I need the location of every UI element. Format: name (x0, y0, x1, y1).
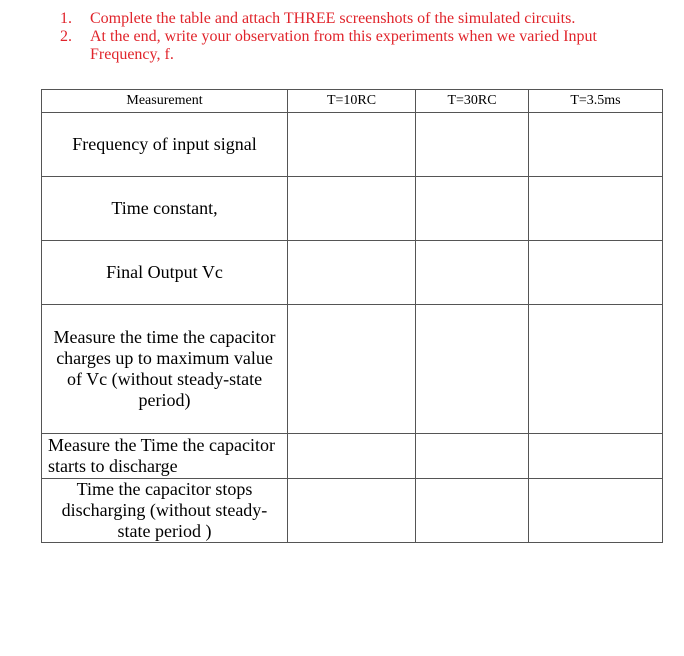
header-t-10rc: T=10RC (288, 90, 416, 113)
instruction-number: 2. (60, 28, 72, 45)
cell-input[interactable] (288, 434, 416, 479)
row-label-final-output: Final Output Vc (42, 241, 288, 305)
cell-input[interactable] (288, 305, 416, 434)
measurement-table (41, 89, 663, 543)
table-row (42, 177, 663, 241)
instruction-text: Complete the table and attach THREE screenshots of the simulated circuits. (90, 10, 576, 27)
instruction-number: 1. (60, 10, 72, 27)
cell-input[interactable] (416, 434, 529, 479)
cell-input[interactable] (529, 479, 663, 543)
table-row (42, 305, 663, 434)
cell-input[interactable] (288, 479, 416, 543)
cell-input[interactable] (529, 434, 663, 479)
cell-input[interactable] (288, 241, 416, 305)
cell-input[interactable] (416, 479, 529, 543)
row-label-frequency: Frequency of input signal (42, 113, 288, 177)
row-label-discharge-stop: Time the capacitor stops discharging (without steady-state period ) (42, 479, 288, 543)
instruction-item (60, 10, 660, 28)
instructions-list (60, 10, 660, 64)
cell-input[interactable] (529, 177, 663, 241)
cell-input[interactable] (416, 241, 529, 305)
table-row (42, 241, 663, 305)
cell-input[interactable] (416, 177, 529, 241)
cell-input[interactable] (288, 113, 416, 177)
cell-input[interactable] (529, 305, 663, 434)
row-label-charge-time: Measure the time the capacitor charges up to maximum value of Vc (without steady-state period) (42, 305, 288, 434)
row-label-discharge-start: Measure the Time the capacitor starts to discharge (42, 434, 288, 479)
instruction-text: At the end, write your observation from this experiments when we varied Input Frequency, f. (90, 28, 597, 63)
row-label-time-constant: Time constant, (42, 177, 288, 241)
header-t-30rc: T=30RC (416, 90, 529, 113)
cell-input[interactable] (288, 177, 416, 241)
header-t-3-5ms: T=3.5ms (529, 90, 663, 113)
instruction-item (60, 28, 660, 64)
table-row (42, 434, 663, 479)
header-measurement: Measurement (42, 90, 288, 113)
table-header-row (42, 90, 663, 113)
cell-input[interactable] (416, 113, 529, 177)
cell-input[interactable] (416, 305, 529, 434)
cell-input[interactable] (529, 113, 663, 177)
table-row (42, 479, 663, 543)
cell-input[interactable] (529, 241, 663, 305)
table-row (42, 113, 663, 177)
